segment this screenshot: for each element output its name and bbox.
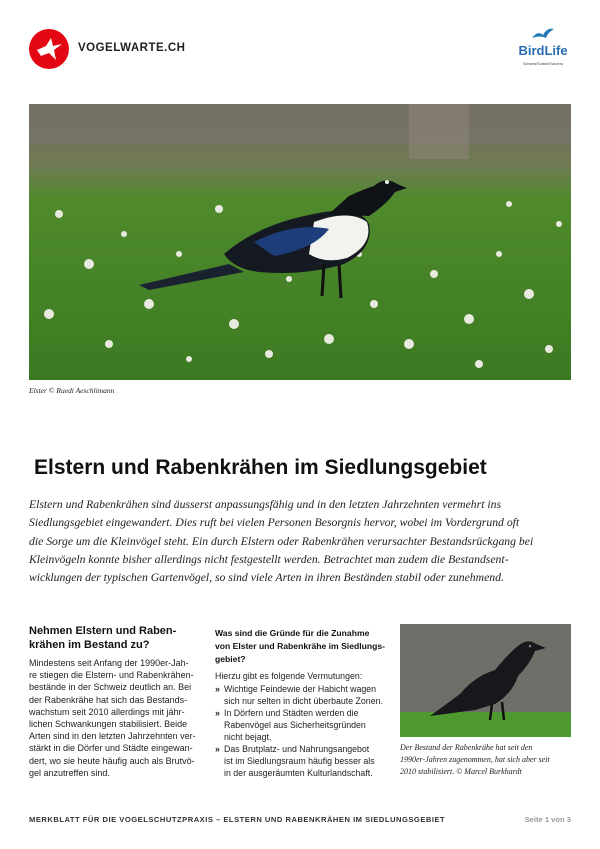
col2-heading-line: von Elster und Rabenkrähe im Siedlungs- [215, 640, 385, 651]
list-item-line: sich nur selten in dicht überbaute Zonen. [224, 696, 383, 706]
magpie-illustration [29, 104, 571, 380]
intro-line: Siedlungsgebiet eingewandert. Dies ruft bei vielen Personen Besorgnis hervor, wobei im Vordergrund oft [29, 516, 520, 530]
footer-text: MERKBLATT FÜR DIE VOGELSCHUTZPRAXIS – ELSTERN UND RABENKRÄHEN IM SIEDLUNGSGEBIET [29, 815, 446, 824]
birdlife-logo[interactable] [512, 26, 574, 72]
col1-line: lichen Schwankungen stabilisiert. Beide [29, 719, 188, 730]
vogelwarte-logo[interactable] [29, 29, 69, 69]
col2-heading [215, 627, 395, 665]
bird-icon [29, 29, 69, 69]
list-item-line: in der ausgeräumten Kulturlandschaft. [224, 768, 373, 778]
col1-line: re stiegen die Elstern- und Rabenkrähen- [29, 670, 194, 681]
intro-line: wicklungen der typischen Gartenvögel, so sind viele Arten in ihren Beständen stabil oder zunehmend. [29, 571, 504, 585]
col1-line: wachstum seit 2010 allerdings mit jähr- [29, 706, 185, 717]
col1-line: bestände in der Schweiz deutlich an. Bei [29, 682, 192, 693]
col1-line: stärkt in die Dörfer und Städte eingewan- [29, 743, 193, 754]
list-item-line: Das Brutplatz- und Nahrungsangebot [224, 744, 370, 754]
col1-line: Arten sind in den letzten Jahrzehnten ver- [29, 731, 196, 742]
crow-caption [400, 742, 575, 779]
bullet-marker: » [215, 708, 220, 718]
site-name[interactable]: VOGELWARTE.CH [78, 42, 186, 54]
birdlife-bird-icon [530, 26, 556, 44]
col1-line: dert, wo sie heute häufig auch als Brutvö- [29, 755, 195, 766]
partner-sub: Schweiz/Suisse/Svizzera [523, 62, 563, 66]
col1-line: Mindestens seit Anfang der 1990er-Jah- [29, 658, 189, 668]
col2-intro: Hierzu gibt es folgende Vermutungen: [215, 671, 363, 681]
list-item-line: Rabenvögel aus Sicherheitsgründen [224, 720, 366, 730]
crow-photo [400, 624, 571, 737]
intro-paragraph [29, 496, 574, 587]
col1-heading-line: Nehmen Elstern und Raben- [29, 625, 177, 637]
list-item [215, 683, 390, 707]
crow-caption-line: Der Bestand der Rabenkrähe hat seit den [400, 743, 533, 752]
list-item [215, 707, 390, 743]
col2-heading-line: Was sind die Gründe für die Zunahme [215, 628, 370, 638]
page-number: Seite 1 von 3 [524, 815, 571, 824]
bullet-marker: » [215, 744, 220, 754]
col1-heading-line: krähen im Bestand zu? [29, 639, 150, 651]
list-item-line: In Dörfern und Städten werden die [224, 708, 359, 718]
magpie-photo [29, 104, 571, 380]
col1-line: gel anzutreffen sind. [29, 767, 110, 778]
list-item-line: ist im Siedlungsraum häufig besser als [224, 756, 375, 766]
col2-heading-line: gebiet? [215, 653, 246, 664]
reasons-list [215, 683, 390, 779]
partner-name: BirdLife [518, 43, 568, 58]
col1-heading [29, 624, 199, 652]
page-title: Elstern und Rabenkrähen im Siedlungsgebiet [34, 456, 487, 479]
col1-line: der Rabenkrähe hat sich das Bestands- [29, 694, 188, 705]
list-item-line: nicht bejagt. [224, 732, 272, 742]
photo-caption: Elster © Ruedi Aeschlimann [29, 386, 115, 395]
intro-line: die Sorge um die Kleinvögel steht. Ein durch Elstern oder Rabenkrähen verursachter Bestandsrückgang bei [29, 534, 534, 548]
list-item-line: Wichtige Feindewie der Habicht wagen [224, 684, 377, 694]
intro-line: Elstern und Rabenkrähen sind äusserst anpassungsfähig und in den letzten Jahrzehnten vermehrt ins [29, 498, 502, 511]
col1-body [29, 657, 203, 779]
crow-caption-line: 2010 stabilisiert. © Marcel Burkhardt [400, 767, 522, 777]
crow-caption-line: 1990er-Jahren zugenommen, hat sich aber seit [400, 755, 550, 765]
list-item [215, 743, 390, 779]
intro-line: Kleinvögeln konnte bisher allerdings nicht festgestellt werden. Betrachtet man zudem die Bestandsent- [29, 552, 509, 566]
bullet-marker: » [215, 684, 220, 694]
crow-illustration [400, 624, 571, 737]
